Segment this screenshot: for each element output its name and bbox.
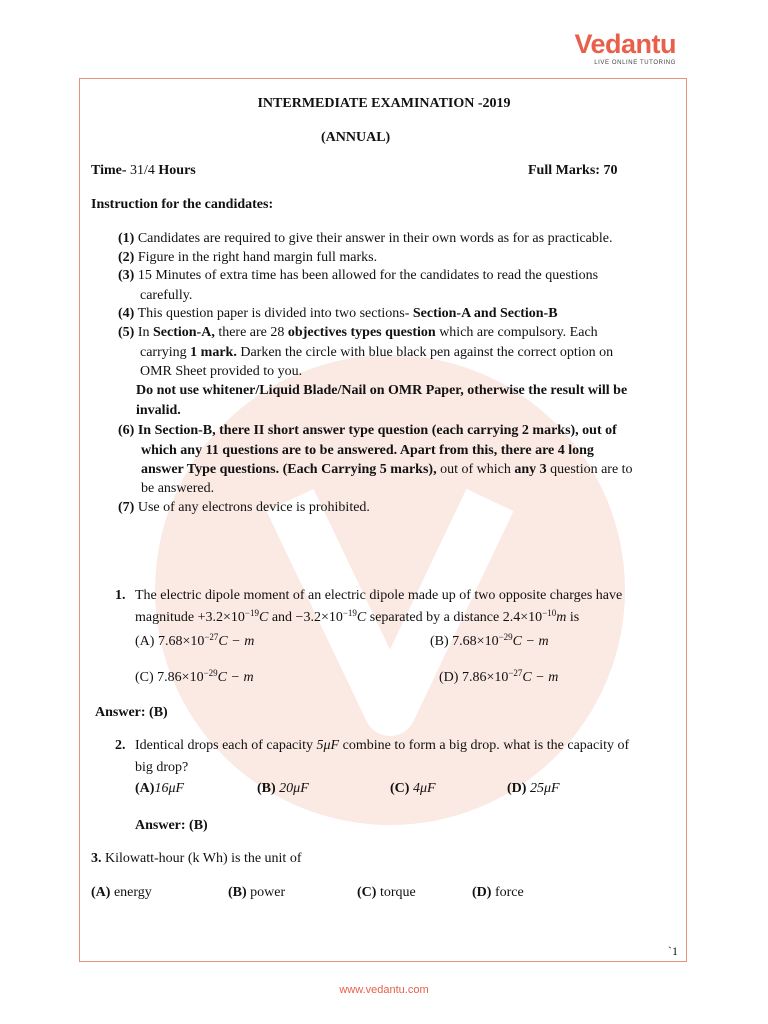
q2-number: 2. [115, 738, 126, 753]
q3-option-c: (C) torque [357, 885, 416, 900]
q2-option-b: (B) 20μF [257, 781, 309, 796]
q1-option-c: (C) $7.86\times 10^{-29}C - m$ [135, 668, 254, 685]
instruction-5-line3: OMR Sheet provided to you. [140, 364, 303, 379]
instruction-5: (5) In Section-A, there are 28 objectives types question which are compulsory. Each [118, 325, 598, 340]
q1-text-line1: The electric dipole moment of an electric dipole made up of two opposite charges have [135, 588, 623, 603]
instruction-6-line3: answer Type questions. (Each Carrying 5 marks), out of which any 3 question are to [141, 462, 633, 477]
instruction-5-warning-cont: invalid. [136, 403, 181, 418]
q2-text-line2: big drop? [135, 760, 189, 775]
instruction-3-cont: carefully. [140, 288, 193, 303]
instruction-4: (4) This question paper is divided into two sections- Section-A and Section-B [118, 306, 558, 321]
q1-answer: Answer: (B) [95, 705, 168, 720]
q3-option-a: (A) energy [91, 885, 152, 900]
q1-number: 1. [115, 588, 126, 603]
q2-option-d: (D) 25μF [507, 781, 560, 796]
q1-option-a: (A) $7.68\times 10^{-27}C - m$ [135, 632, 255, 649]
instruction-5-warning: Do not use whitener/Liquid Blade/Nail on OMR Paper, otherwise the result will be [136, 383, 628, 398]
instruction-5-line2: carrying 1 mark. Darken the circle with blue black pen against the correct option on [140, 345, 614, 360]
q2-option-c: (C) 4μF [390, 781, 436, 796]
q2-text-line1: Identical drops each of capacity 5μF combine to form a big drop. what is the capacity of [135, 738, 630, 753]
instruction-3: (3) 15 Minutes of extra time has been allowed for the candidates to read the questions [118, 268, 599, 283]
instruction-6-line2: which any 11 questions are to be answered. Apart from this, there are 4 long [141, 443, 594, 458]
logo-tagline: LIVE ONLINE TUTORING [594, 60, 676, 66]
footer-link[interactable]: www.vedantu.com [339, 984, 429, 996]
q3-text: 3. Kilowatt-hour (k Wh) is the unit of [91, 851, 302, 866]
q1-option-d: (D) $7.86\times 10^{-27}C - m$ [439, 668, 559, 685]
instruction-1: (1) Candidates are required to give their answer in their own words as for as practicable. [118, 231, 613, 246]
exam-title: INTERMEDIATE EXAMINATION -2019 [257, 96, 511, 111]
exam-subtitle: (ANNUAL) [321, 130, 391, 145]
q1-option-b: (B) $7.68\times 10^{-29}C - m$ [430, 632, 549, 649]
instruction-6-line4: be answered. [141, 481, 215, 496]
instruction-2: (2) Figure in the right hand margin full marks. [118, 250, 378, 265]
q2-answer: Answer: (B) [135, 818, 208, 833]
q3-option-d: (D) force [472, 885, 524, 900]
logo-wordmark: Vedantu [574, 29, 676, 59]
instruction-7: (7) Use of any electrons device is prohibited. [118, 500, 370, 515]
q1-text-line2: magnitude $+3.2\times 10^{-19}C$ and $-3.2\times 10^{-19}C$ separated by a distance $2.4\times 10^{-10}m$ is [135, 608, 580, 625]
time-allowed: Time- 31/4 Hours [91, 163, 196, 178]
q3-option-b: (B) power [228, 885, 286, 900]
q2-option-a: (A)16μF [135, 781, 185, 796]
full-marks: Full Marks: 70 [528, 163, 618, 178]
vedantu-logo [574, 30, 676, 66]
instruction-6: (6) In Section-B, there II short answer type question (each carrying 2 marks), out of [118, 423, 617, 438]
instructions-heading: Instruction for the candidates: [91, 197, 274, 212]
page-number: `1 [668, 944, 678, 958]
